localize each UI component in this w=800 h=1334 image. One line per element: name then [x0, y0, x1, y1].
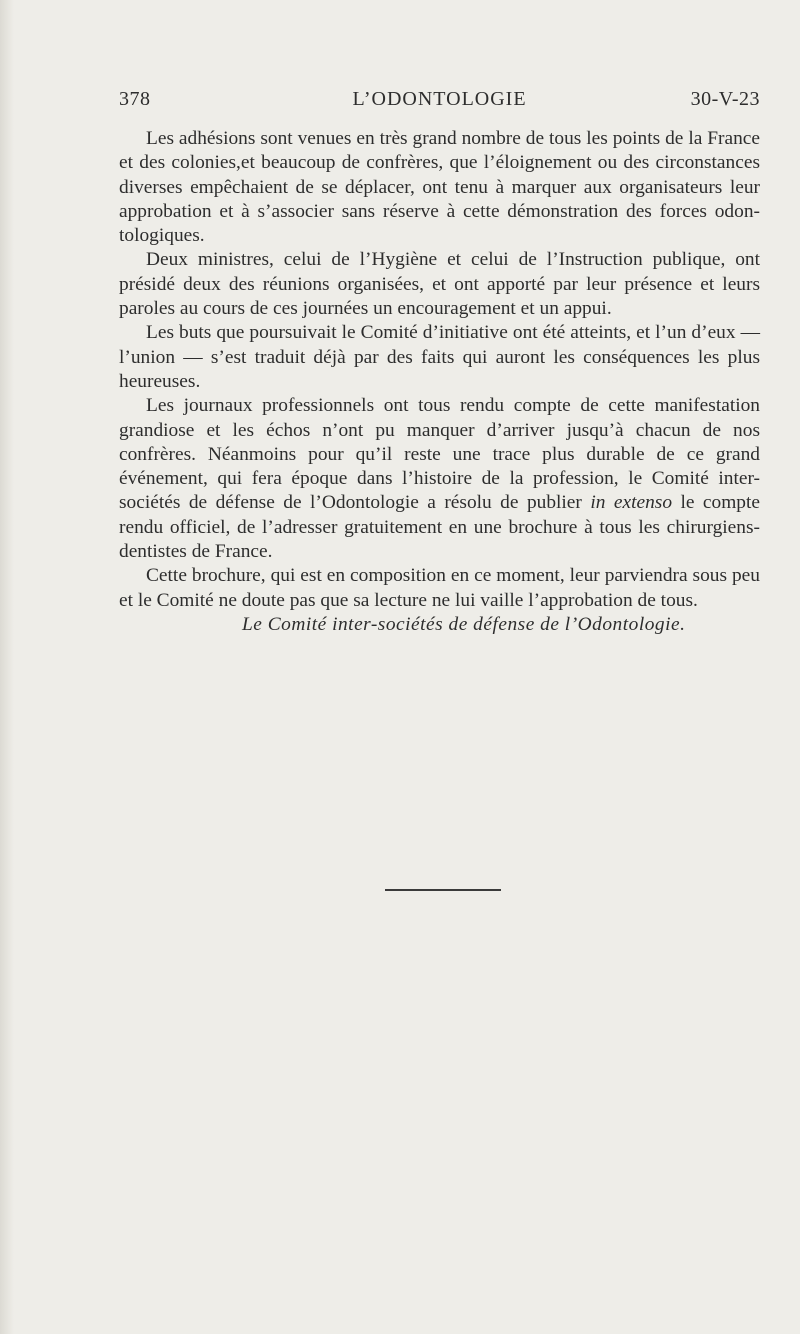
article-body: [119, 127, 760, 637]
paragraph-adhesions: Les adhésions sont venues en très grand nombre de tous les points de la France et des colonies,et beaucoup de confrères, que l’éloignement ou des circonstances diverses empêchaient de se déplacer, ont tenu à marquer aux organisateurs leur approbation et à s’associer sans réserve à cette démonstration des forces odontologiques.: [119, 128, 760, 247]
running-title: L’ODONTOLOGIE: [352, 88, 527, 110]
paragraph-brochure: Cette brochure, qui est en composition en ce moment, leur parviendra sous peu et le Comité ne doute pas que sa lecture ne lui vaille l’approbation de tous.: [119, 565, 760, 611]
issue-date: 30-V-23: [690, 88, 760, 110]
paragraph-ministres: Deux ministres, celui de l’Hygiène et celui de l’Instruction publique, ont présidé deux des réunions organisées, et ont apporté par leur présence et leurs paroles au cours de ces journées un encouragement et un appui.: [119, 249, 760, 320]
signature: Le Comité inter-sociétés de défense de l’Odontologie.: [242, 613, 686, 635]
italic-in-extenso: in extenso: [590, 492, 673, 514]
running-header: [119, 88, 760, 118]
paragraph-journaux: Les journaux professionnels ont tous rendu compte de cette manifestation grandiose et les échos n’ont pu manquer d’arriver jusqu’à chacun de nos confrères. Néanmoins pour qu’il reste une trace plus durable de ce grand événement, qui fera époque dans l’histoire de la profession, le Comité inter-sociétés de défense de l’Odontologie a résolu de publier in extenso le compte rendu officiel, de l’adresser gratuitement en une brochure à tous les chirurgiens-dentistes de France.: [119, 395, 760, 563]
paragraph-buts: Les buts que poursuivait le Comité d’initiative ont été atteints, et l’un d’eux — l’union — s’est traduit déjà par des faits qui auront les conséquences les plus heureuses.: [119, 322, 760, 392]
page-number: 378: [119, 88, 151, 110]
section-divider: [385, 889, 501, 891]
page-edge: [0, 0, 14, 1334]
